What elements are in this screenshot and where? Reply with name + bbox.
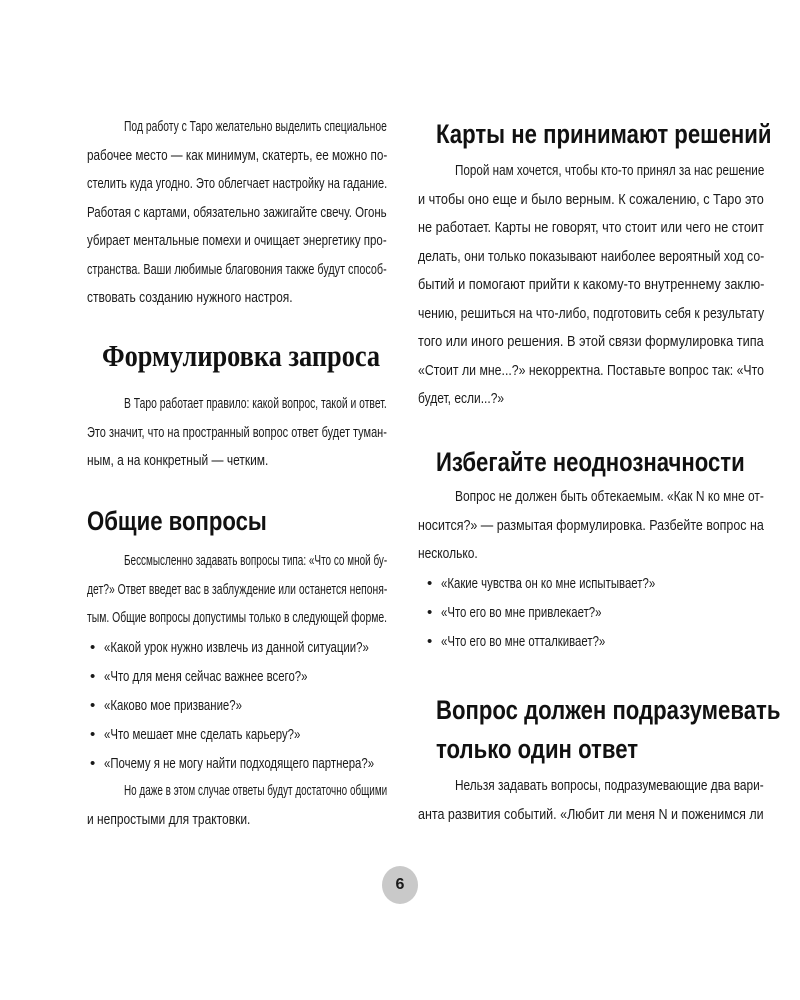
- cards-paragraph: [418, 157, 764, 414]
- text-line-content: будет, если...?»: [418, 390, 505, 407]
- text-line-content: убирает ментальные помехи и очищает энергетику про-: [87, 232, 387, 249]
- text-line: [87, 142, 387, 171]
- text-line: [124, 777, 387, 806]
- text-line: [87, 284, 387, 313]
- list-item-text: «Что для меня сейчас важнее всего?»: [104, 668, 308, 685]
- text-line-content: анта развития событий. «Любит ли меня N и поженимся ли: [418, 805, 764, 823]
- text-line: [455, 772, 764, 801]
- text-line: [418, 243, 764, 272]
- text-line: [455, 483, 764, 512]
- text-line-content: ствовать созданию нужного настроя.: [87, 289, 293, 306]
- text-line: [418, 540, 764, 569]
- text-line: [124, 390, 387, 419]
- list-item-text: «Что мешает мне сделать карьеру?»: [104, 726, 301, 743]
- text-line: [87, 170, 387, 199]
- section-heading-ambiguity: Избегайте неоднозначности: [436, 447, 745, 477]
- list-item-text: «Почему я не могу найти подходящего партнера?»: [104, 755, 375, 772]
- text-line: [418, 271, 764, 300]
- text-line-content: дет?» Ответ введет вас в заблуждение или останется непоня-: [87, 580, 388, 598]
- ambiguity-bullet-list: [427, 569, 757, 656]
- list-item: [90, 633, 390, 662]
- rule-paragraph: [87, 390, 387, 476]
- list-item: [90, 749, 390, 778]
- section-heading-cards: Карты не принимают решений: [436, 119, 772, 149]
- text-line: [87, 576, 387, 605]
- text-line-content: Но даже в этом случае ответы будут достаточно общими: [124, 782, 388, 799]
- bullet-icon: •: [90, 697, 96, 714]
- text-line: [418, 214, 764, 243]
- text-line-content: тым. Общие вопросы допустимы только в следующей форме.: [87, 609, 388, 626]
- ambiguity-paragraph: [418, 483, 764, 569]
- section-heading-general: Общие вопросы: [87, 506, 267, 536]
- list-item: [427, 627, 757, 656]
- text-line-content: Вопрос не должен быть обтекаемым. «Как N ко мне от-: [455, 488, 764, 505]
- list-item: [427, 569, 757, 598]
- text-line-content: ным, а на конкретный — четким.: [87, 452, 269, 469]
- text-line: [418, 300, 764, 329]
- text-line-content: Это значит, что на пространный вопрос ответ будет туман-: [87, 423, 387, 441]
- text-line-content: «Стоит ли мне...?» некорректна. Поставьте вопрос так: «Что: [418, 361, 764, 379]
- list-item: [90, 691, 390, 720]
- text-line: [87, 447, 387, 476]
- list-item-text: «Что его во мне отталкивает?»: [441, 633, 606, 650]
- text-line: [455, 157, 764, 186]
- text-line: [418, 801, 764, 830]
- text-line-content: Нельзя задавать вопросы, подразумевающие два вари-: [455, 777, 764, 794]
- list-item-text: «Какой урок нужно извлечь из данной ситуации?»: [104, 639, 369, 656]
- section-heading-one-answer-2: только один ответ: [436, 734, 639, 764]
- text-line: [418, 385, 764, 414]
- text-line-content: стелить куда угодно. Это облегчает настройку на гадание.: [87, 175, 388, 192]
- list-item: [90, 662, 390, 691]
- text-line-content: того или иного решения. В этой связи формулировка типа: [418, 333, 764, 350]
- text-line-content: и чтобы оно еще и было верным. К сожалению, с Таро это: [418, 190, 764, 208]
- text-line-content: странства. Ваши любимые благовония также будут способ-: [87, 260, 387, 278]
- bullet-icon: •: [427, 633, 433, 650]
- list-item: [90, 720, 390, 749]
- general-outro-paragraph: [87, 777, 387, 834]
- text-line: [418, 357, 764, 386]
- text-line: [418, 328, 764, 357]
- bullet-icon: •: [90, 726, 96, 743]
- page-number: 6: [382, 866, 418, 904]
- text-line: [87, 199, 387, 228]
- text-line-content: Бессмысленно задавать вопросы типа: «Что со мной бу-: [124, 552, 388, 569]
- general-bullet-list: [90, 633, 390, 778]
- text-line-content: несколько.: [418, 545, 478, 562]
- bullet-icon: •: [427, 575, 433, 592]
- text-line-content: рабочее место — как минимум, скатерть, ее можно по-: [87, 146, 388, 164]
- list-item: [427, 598, 757, 627]
- text-line-content: Под работу с Таро желательно выделить специальное: [124, 118, 387, 135]
- text-line-content: Порой нам хочется, чтобы кто-то принял за нас решение: [455, 162, 765, 179]
- text-line: [418, 512, 764, 541]
- text-line: [87, 256, 387, 285]
- bullet-icon: •: [90, 668, 96, 685]
- list-item-text: «Что его во мне привлекает?»: [441, 604, 602, 621]
- text-line: [87, 806, 387, 835]
- text-line: [124, 547, 387, 576]
- list-item-text: «Каково мое призвание?»: [104, 697, 242, 714]
- text-line-content: не работает. Карты не говорят, что стоит или чего не стоит: [418, 219, 764, 236]
- text-line-content: и непростыми для трактовки.: [87, 810, 251, 828]
- text-line: [87, 419, 387, 448]
- bullet-icon: •: [90, 639, 96, 656]
- section-heading-one-answer-1: Вопрос должен подразумевать: [436, 695, 781, 725]
- text-line-content: бытий и помогают прийти к какому-то внутреннему заклю-: [418, 276, 765, 293]
- text-line-content: делать, они только показывают наиболее вероятный ход со-: [418, 247, 765, 265]
- text-line: [124, 113, 387, 142]
- bullet-icon: •: [427, 604, 433, 621]
- general-paragraph: [87, 547, 387, 633]
- section-heading-formulation: Формулировка запроса: [102, 338, 381, 373]
- intro-paragraph: [87, 113, 387, 313]
- text-line-content: носится?» — размытая формулировка. Разбейте вопрос на: [418, 516, 764, 534]
- list-item-text: «Какие чувства он ко мне испытывает?»: [441, 575, 656, 592]
- one-answer-paragraph: [418, 772, 764, 829]
- text-line: [418, 186, 764, 215]
- text-line: [87, 604, 387, 633]
- text-line: [87, 227, 387, 256]
- text-line-content: В Таро работает правило: какой вопрос, такой и ответ.: [124, 395, 387, 412]
- text-line-content: чению, решиться на что-либо, подготовить себя к результату: [418, 304, 765, 322]
- bullet-icon: •: [90, 755, 96, 772]
- text-line-content: Работая с картами, обязательно зажигайте свечу. Огонь: [87, 203, 387, 221]
